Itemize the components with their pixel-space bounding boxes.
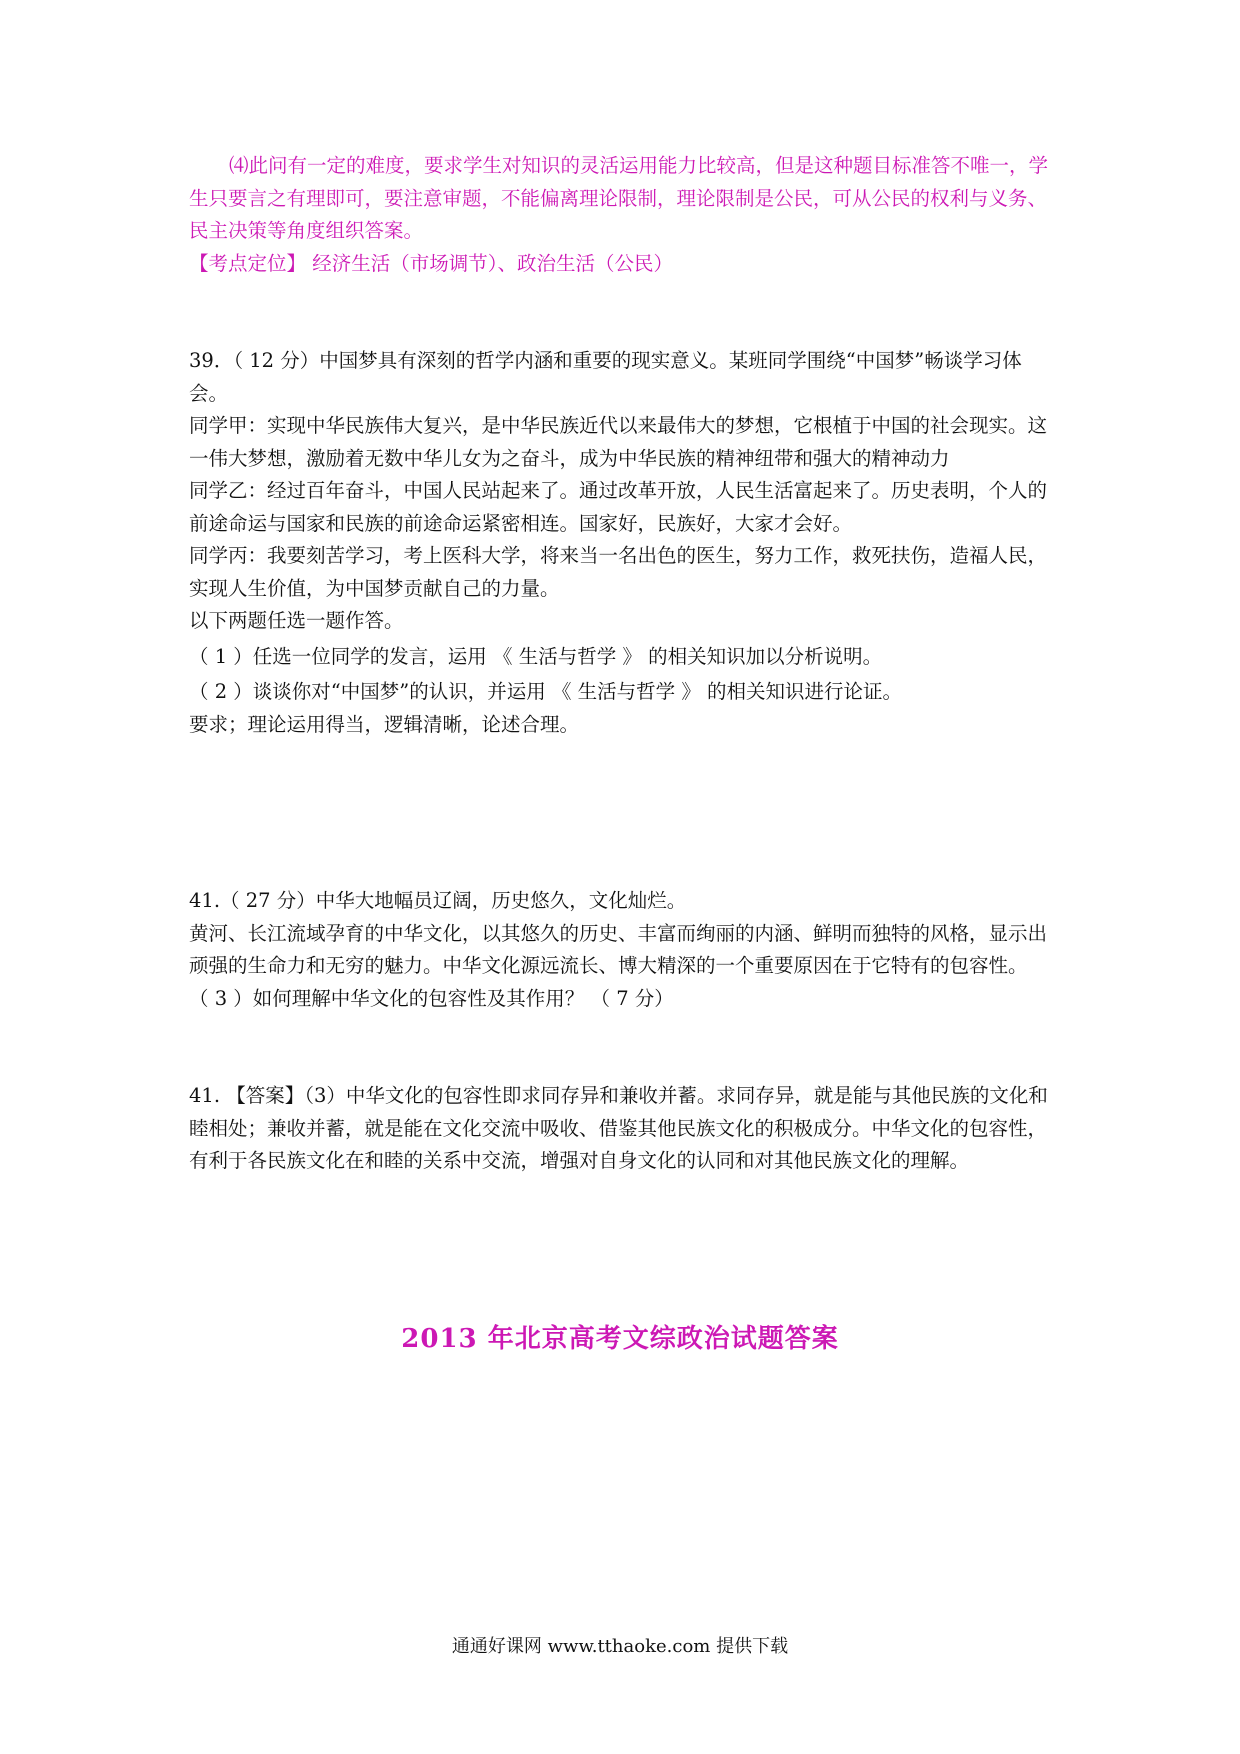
q39-option-2: （ 2 ）谈谈你对“中国梦”的认识，并运用 《 生活与哲学 》 的相关知识进行论证。 xyxy=(189,680,903,703)
q39-requirement: 要求；理论运用得当，逻辑清晰，论述合理。 xyxy=(189,712,580,736)
analysis-paragraph: ⑷此问有一定的难度，要求学生对知识的灵活运用能力比较高，但是这种题目标准答不唯一，学生只要言之有理即可，要注意审题，不能偏离理论限制，理论限制是公民，可从公民的权利与义务、民主决策等角度组织答案。 xyxy=(189,154,1049,242)
q41-body: 黄河、长江流域孕育的中华文化，以其悠久的历史、丰富而绚丽的内涵、鲜明而独特的风格，显示出顽强的生命力和无穷的魅力。中华文化源远流长、博大精深的一个重要原因在于它特有的包容性。 xyxy=(189,921,1048,977)
q39-student-b: 同学乙：经过百年奋斗，中国人民站起来了。通过改革开放，人民生活富起来了。历史表明，个人的前途命运与国家和民族的前途命运紧密相连。国家好，民族好，大家才会好。 xyxy=(189,479,1048,535)
q39-student-a: 同学甲：实现中华民族伟大复兴，是中华民族近代以来最伟大的梦想，它根植于中国的社会现实。这一伟大梦想，激励着无数中华儿女为之奋斗，成为中华民族的精神纽带和强大的精神动力 xyxy=(189,414,1048,470)
exam-focus-line: 【考点定位】 经济生活（市场调节）、政治生活（公民） xyxy=(189,251,673,275)
question-41 xyxy=(189,885,1059,1015)
answer-41 xyxy=(189,1080,1059,1178)
q39-choose-instruction: 以下两题任选一题作答。 xyxy=(189,609,404,632)
q39-option-1: （ 1 ）任选一位同学的发言，运用 《 生活与哲学 》 的相关知识加以分析说明。 xyxy=(189,644,883,668)
answer-41-text: 41. 【答案】（3）中华文化的包容性即求同存异和兼收并蓄。求同存异，就是能与其他民族的文化和睦相处；兼收并蓄，就是能在文化交流中吸收、借鉴其他民族文化的积极成分。中华文化的包容性，有利于各民族文化在和睦的关系中交流，增强对自身文化的认同和对其他民族文化的理解。 xyxy=(189,1084,1048,1172)
q39-header: 39．（ 12 分）中国梦具有深刻的哲学内涵和重要的现实意义。某班同学围绕“中国梦”畅谈学习体会。 xyxy=(189,349,1022,405)
question-39 xyxy=(189,345,1059,741)
q41-sub-question-3: （ 3 ）如何理解中华文化的包容性及其作用？ （ 7 分） xyxy=(189,986,674,1010)
analysis-section xyxy=(189,150,1059,280)
q41-header: 41.（ 27 分）中华大地幅员辽阔，历史悠久，文化灿烂。 xyxy=(189,889,687,912)
q39-student-c: 同学丙：我要刻苦学习，考上医科大学，将来当一名出色的医生，努力工作，救死扶伤，造福人民，实现人生价值，为中国梦贡献自己的力量。 xyxy=(189,544,1048,600)
footer-credit: 通通好课网 www.tthaoke.com 提供下载 xyxy=(451,1636,789,1657)
document-title: 2013 年北京高考文综政治试题答案 xyxy=(401,1324,839,1354)
